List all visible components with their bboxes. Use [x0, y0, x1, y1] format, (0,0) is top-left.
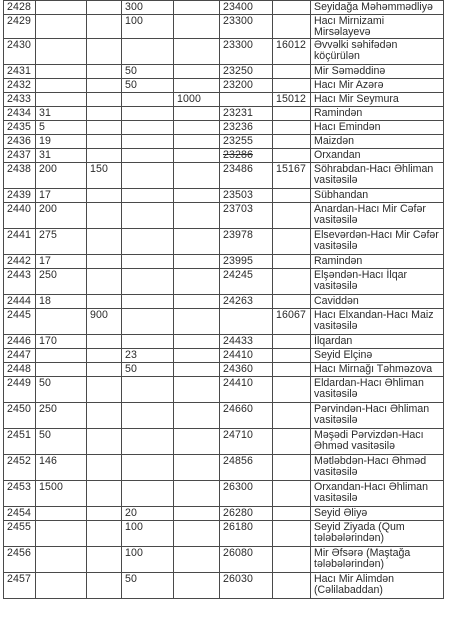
income-amount-2 — [87, 573, 122, 599]
balance-amount — [220, 309, 273, 335]
income-amount — [36, 39, 87, 65]
expense-amount-2 — [174, 79, 220, 93]
expense-amount-2 — [174, 121, 220, 135]
entry-description: Hacı Emindən — [311, 121, 444, 135]
secondary-balance — [273, 349, 311, 363]
secondary-balance — [273, 121, 311, 135]
entry-description: Caviddən — [311, 295, 444, 309]
secondary-balance — [273, 1, 311, 15]
entry-number: 2434 — [4, 107, 36, 121]
entry-description: İlqardan — [311, 335, 444, 349]
entry-number: 2451 — [4, 429, 36, 455]
expense-amount-2 — [174, 39, 220, 65]
entry-number: 2444 — [4, 295, 36, 309]
secondary-balance — [273, 481, 311, 507]
entry-number: 2431 — [4, 65, 36, 79]
table-row — [4, 93, 444, 107]
secondary-balance: 16012 — [273, 39, 311, 65]
secondary-balance — [273, 65, 311, 79]
income-amount: 5 — [36, 121, 87, 135]
income-amount-2 — [87, 1, 122, 15]
entry-description: Orxandan-Hacı Əhliman vasitəsilə — [311, 481, 444, 507]
income-amount-2 — [87, 149, 122, 163]
secondary-balance — [273, 363, 311, 377]
table-row — [4, 349, 444, 363]
income-amount-2: 900 — [87, 309, 122, 335]
entry-description: Hacı Mir Seymura — [311, 93, 444, 107]
balance-amount: 23300 — [220, 39, 273, 65]
entry-description: Seyid Elçinə — [311, 349, 444, 363]
expense-amount — [122, 295, 174, 309]
expense-amount: 100 — [122, 521, 174, 547]
expense-amount — [122, 269, 174, 295]
table-row — [4, 149, 444, 163]
entry-description: Seyidağa Məhəmmədliyə — [311, 1, 444, 15]
entry-number: 2447 — [4, 349, 36, 363]
income-amount: 200 — [36, 163, 87, 189]
expense-amount-2 — [174, 377, 220, 403]
entry-number: 2448 — [4, 363, 36, 377]
income-amount — [36, 1, 87, 15]
income-amount-2 — [87, 65, 122, 79]
entry-description: Mir Səməddinə — [311, 65, 444, 79]
balance-amount: 24856 — [220, 455, 273, 481]
income-amount-2 — [87, 403, 122, 429]
entry-description: Mir Əfsərə (Maştağa tələbələrindən) — [311, 547, 444, 573]
entry-number: 2440 — [4, 203, 36, 229]
income-amount-2 — [87, 363, 122, 377]
balance-amount: 23200 — [220, 79, 273, 93]
table-row — [4, 507, 444, 521]
balance-amount: 26180 — [220, 521, 273, 547]
entry-description: Hacı Mir Azərə — [311, 79, 444, 93]
balance-amount: 24360 — [220, 363, 273, 377]
entry-number: 2437 — [4, 149, 36, 163]
secondary-balance: 15167 — [273, 163, 311, 189]
balance-amount: 24710 — [220, 429, 273, 455]
entry-description: Pərvindən-Hacı Əhliman vasitəsilə — [311, 403, 444, 429]
secondary-balance — [273, 15, 311, 39]
expense-amount — [122, 429, 174, 455]
income-amount-2 — [87, 295, 122, 309]
income-amount-2 — [87, 189, 122, 203]
entry-number: 2435 — [4, 121, 36, 135]
expense-amount-2 — [174, 229, 220, 255]
secondary-balance — [273, 203, 311, 229]
entry-description: Söhrabdan-Hacı Əhliman vasitəsilə — [311, 163, 444, 189]
expense-amount — [122, 335, 174, 349]
table-row — [4, 79, 444, 93]
balance-amount: 23236 — [220, 121, 273, 135]
expense-amount — [122, 309, 174, 335]
entry-number: 2452 — [4, 455, 36, 481]
expense-amount: 23 — [122, 349, 174, 363]
entry-description: Eldardan-Hacı Əhliman vasitəsilə — [311, 377, 444, 403]
balance-amount: 23703 — [220, 203, 273, 229]
balance-amount: 24660 — [220, 403, 273, 429]
secondary-balance — [273, 149, 311, 163]
income-amount: 17 — [36, 255, 87, 269]
expense-amount — [122, 121, 174, 135]
income-amount: 50 — [36, 377, 87, 403]
balance-amount: 24410 — [220, 349, 273, 363]
expense-amount-2 — [174, 149, 220, 163]
balance-amount: 24245 — [220, 269, 273, 295]
entry-number: 2441 — [4, 229, 36, 255]
entry-number: 2429 — [4, 15, 36, 39]
table-row — [4, 107, 444, 121]
expense-amount-2 — [174, 65, 220, 79]
balance-amount: 23400 — [220, 1, 273, 15]
entry-description: Mətləbdən-Hacı Əhməd vasitəsilə — [311, 455, 444, 481]
balance-amount: 26080 — [220, 547, 273, 573]
income-amount-2 — [87, 377, 122, 403]
entry-description: Sübhandan — [311, 189, 444, 203]
expense-amount — [122, 203, 174, 229]
secondary-balance — [273, 403, 311, 429]
entry-number: 2453 — [4, 481, 36, 507]
entry-number: 2433 — [4, 93, 36, 107]
income-amount: 31 — [36, 149, 87, 163]
balance-amount: 23300 — [220, 15, 273, 39]
secondary-balance: 16067 — [273, 309, 311, 335]
secondary-balance — [273, 521, 311, 547]
table-row — [4, 1, 444, 15]
balance-amount: 23250 — [220, 65, 273, 79]
balance-amount — [220, 93, 273, 107]
balance-amount: 26280 — [220, 507, 273, 521]
income-amount-2 — [87, 547, 122, 573]
balance-amount: 23255 — [220, 135, 273, 149]
expense-amount: 50 — [122, 65, 174, 79]
expense-amount — [122, 481, 174, 507]
income-amount — [36, 507, 87, 521]
expense-amount — [122, 403, 174, 429]
income-amount: 170 — [36, 335, 87, 349]
balance-amount: 23231 — [220, 107, 273, 121]
expense-amount-2 — [174, 547, 220, 573]
secondary-balance — [273, 455, 311, 481]
income-amount: 19 — [36, 135, 87, 149]
income-amount — [36, 521, 87, 547]
income-amount-2 — [87, 203, 122, 229]
income-amount-2 — [87, 481, 122, 507]
expense-amount — [122, 163, 174, 189]
balance-amount: 23286 — [220, 149, 273, 163]
entry-description: Anardan-Hacı Mir Cəfər vasitəsilə — [311, 203, 444, 229]
entry-number: 2442 — [4, 255, 36, 269]
expense-amount-2 — [174, 309, 220, 335]
expense-amount-2 — [174, 455, 220, 481]
table-row — [4, 403, 444, 429]
income-amount: 250 — [36, 269, 87, 295]
entry-description: Orxandan — [311, 149, 444, 163]
entry-description: Maizdən — [311, 135, 444, 149]
expense-amount-2 — [174, 507, 220, 521]
expense-amount-2 — [174, 573, 220, 599]
secondary-balance — [273, 229, 311, 255]
income-amount-2: 150 — [87, 163, 122, 189]
income-amount — [36, 65, 87, 79]
income-amount: 1500 — [36, 481, 87, 507]
income-amount: 250 — [36, 403, 87, 429]
income-amount — [36, 15, 87, 39]
secondary-balance — [273, 377, 311, 403]
income-amount: 50 — [36, 429, 87, 455]
expense-amount — [122, 39, 174, 65]
income-amount: 146 — [36, 455, 87, 481]
expense-amount-2 — [174, 163, 220, 189]
entry-number: 2450 — [4, 403, 36, 429]
entry-description: Hacı Elxandan-Hacı Maiz vasitəsilə — [311, 309, 444, 335]
entry-number: 2455 — [4, 521, 36, 547]
balance-amount: 23995 — [220, 255, 273, 269]
income-amount — [36, 573, 87, 599]
entry-number: 2449 — [4, 377, 36, 403]
balance-amount: 26030 — [220, 573, 273, 599]
expense-amount — [122, 229, 174, 255]
expense-amount — [122, 255, 174, 269]
secondary-balance: 15012 — [273, 93, 311, 107]
expense-amount — [122, 135, 174, 149]
balance-amount: 23503 — [220, 189, 273, 203]
income-amount-2 — [87, 229, 122, 255]
expense-amount-2 — [174, 521, 220, 547]
entry-description: Seyid Əliyə — [311, 507, 444, 521]
income-amount-2 — [87, 15, 122, 39]
table-row — [4, 377, 444, 403]
income-amount-2 — [87, 255, 122, 269]
expense-amount-2 — [174, 15, 220, 39]
income-amount — [36, 93, 87, 107]
entry-number: 2454 — [4, 507, 36, 521]
income-amount: 275 — [36, 229, 87, 255]
balance-amount: 24410 — [220, 377, 273, 403]
income-amount-2 — [87, 507, 122, 521]
table-row — [4, 163, 444, 189]
entry-description: Seyid Ziyada (Qum tələbələrindən) — [311, 521, 444, 547]
income-amount-2 — [87, 93, 122, 107]
table-row — [4, 255, 444, 269]
entry-number: 2457 — [4, 573, 36, 599]
expense-amount — [122, 455, 174, 481]
balance-amount: 24263 — [220, 295, 273, 309]
secondary-balance — [273, 189, 311, 203]
expense-amount: 100 — [122, 547, 174, 573]
entry-description: Hacı Mirnizami Mirsəlayevə — [311, 15, 444, 39]
expense-amount-2 — [174, 255, 220, 269]
secondary-balance — [273, 255, 311, 269]
entry-description: Hacı Mir Alimdən (Cəlilabaddan) — [311, 573, 444, 599]
table-row — [4, 135, 444, 149]
balance-amount: 23486 — [220, 163, 273, 189]
secondary-balance — [273, 547, 311, 573]
income-amount-2 — [87, 121, 122, 135]
balance-amount: 24433 — [220, 335, 273, 349]
income-amount — [36, 547, 87, 573]
expense-amount: 50 — [122, 363, 174, 377]
expense-amount — [122, 107, 174, 121]
entry-number: 2432 — [4, 79, 36, 93]
entry-number: 2436 — [4, 135, 36, 149]
table-row — [4, 189, 444, 203]
expense-amount-2 — [174, 135, 220, 149]
income-amount-2 — [87, 107, 122, 121]
income-amount-2 — [87, 135, 122, 149]
expense-amount-2 — [174, 429, 220, 455]
balance-amount: 26300 — [220, 481, 273, 507]
balance-amount: 23978 — [220, 229, 273, 255]
secondary-balance — [273, 429, 311, 455]
income-amount: 17 — [36, 189, 87, 203]
expense-amount-2: 1000 — [174, 93, 220, 107]
expense-amount-2 — [174, 335, 220, 349]
ledger-body — [4, 1, 444, 599]
income-amount: 31 — [36, 107, 87, 121]
table-row — [4, 309, 444, 335]
secondary-balance — [273, 573, 311, 599]
expense-amount: 50 — [122, 79, 174, 93]
expense-amount-2 — [174, 107, 220, 121]
entry-number: 2438 — [4, 163, 36, 189]
expense-amount — [122, 189, 174, 203]
table-row — [4, 429, 444, 455]
table-row — [4, 121, 444, 135]
table-row — [4, 573, 444, 599]
income-amount — [36, 309, 87, 335]
table-row — [4, 269, 444, 295]
income-amount-2 — [87, 521, 122, 547]
income-amount-2 — [87, 79, 122, 93]
income-amount-2 — [87, 429, 122, 455]
table-row — [4, 15, 444, 39]
income-amount-2 — [87, 349, 122, 363]
income-amount — [36, 349, 87, 363]
table-row — [4, 363, 444, 377]
entry-description: Ramindən — [311, 255, 444, 269]
expense-amount: 50 — [122, 573, 174, 599]
table-row — [4, 203, 444, 229]
secondary-balance — [273, 269, 311, 295]
table-row — [4, 455, 444, 481]
entry-number: 2456 — [4, 547, 36, 573]
expense-amount-2 — [174, 203, 220, 229]
income-amount: 18 — [36, 295, 87, 309]
expense-amount-2 — [174, 295, 220, 309]
entry-number: 2443 — [4, 269, 36, 295]
expense-amount-2 — [174, 1, 220, 15]
expense-amount-2 — [174, 269, 220, 295]
table-row — [4, 39, 444, 65]
secondary-balance — [273, 335, 311, 349]
entry-description: Məşədi Pərvizdən-Hacı Əhməd vasitəsilə — [311, 429, 444, 455]
entry-description: Elşəndən-Hacı İlqar vasitəsilə — [311, 269, 444, 295]
income-amount-2 — [87, 269, 122, 295]
entry-description: Hacı Mirnağı Təhməzova — [311, 363, 444, 377]
expense-amount: 20 — [122, 507, 174, 521]
entry-number: 2430 — [4, 39, 36, 65]
table-row — [4, 481, 444, 507]
expense-amount-2 — [174, 481, 220, 507]
secondary-balance — [273, 79, 311, 93]
ledger-table — [3, 0, 444, 599]
expense-amount: 100 — [122, 15, 174, 39]
secondary-balance — [273, 135, 311, 149]
income-amount-2 — [87, 335, 122, 349]
secondary-balance — [273, 507, 311, 521]
table-row — [4, 65, 444, 79]
expense-amount-2 — [174, 363, 220, 377]
expense-amount: 300 — [122, 1, 174, 15]
table-row — [4, 335, 444, 349]
entry-description: Ramindən — [311, 107, 444, 121]
income-amount-2 — [87, 39, 122, 65]
expense-amount — [122, 149, 174, 163]
entry-description: Əvvəlki səhifədən köçürülən — [311, 39, 444, 65]
secondary-balance — [273, 107, 311, 121]
income-amount — [36, 363, 87, 377]
expense-amount — [122, 93, 174, 107]
entry-number: 2445 — [4, 309, 36, 335]
entry-number: 2439 — [4, 189, 36, 203]
income-amount-2 — [87, 455, 122, 481]
expense-amount-2 — [174, 403, 220, 429]
table-row — [4, 295, 444, 309]
income-amount — [36, 79, 87, 93]
secondary-balance — [273, 295, 311, 309]
table-row — [4, 521, 444, 547]
entry-number: 2428 — [4, 1, 36, 15]
table-row — [4, 229, 444, 255]
income-amount: 200 — [36, 203, 87, 229]
expense-amount — [122, 377, 174, 403]
entry-description: Elsevərdən-Hacı Mir Cəfər vasitəsilə — [311, 229, 444, 255]
entry-number: 2446 — [4, 335, 36, 349]
table-row — [4, 547, 444, 573]
expense-amount-2 — [174, 189, 220, 203]
expense-amount-2 — [174, 349, 220, 363]
